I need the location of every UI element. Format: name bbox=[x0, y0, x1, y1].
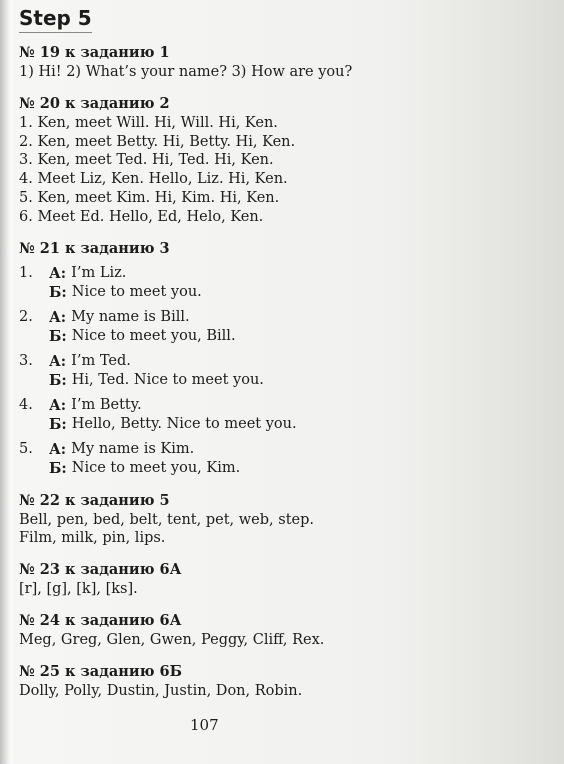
page-number: 107 bbox=[190, 716, 219, 734]
answer-line: 2. Ken, meet Betty. Hi, Betty. Hi, Ken. bbox=[19, 133, 296, 150]
speaker-b-label: Б: bbox=[49, 460, 67, 478]
dialogue-line-b bbox=[19, 327, 379, 347]
answer-line: 6. Meet Ed. Hello, Ed, Helo, Ken. bbox=[19, 208, 264, 225]
dialogue-number: 3. bbox=[19, 352, 33, 369]
answer-line: Film, milk, pin, lips. bbox=[19, 530, 166, 547]
exercise-25 bbox=[19, 662, 379, 701]
speaker-a-label: А: bbox=[49, 264, 67, 282]
answer-line: 4. Meet Liz, Ken. Hello, Liz. Hi, Ken. bbox=[19, 171, 288, 188]
dialogue-line-a bbox=[19, 352, 379, 372]
answer-line: Meg, Greg, Glen, Gwen, Peggy, Cliff, Rex. bbox=[19, 631, 325, 648]
speaker-a-text: I’m Betty. bbox=[71, 396, 142, 413]
speaker-a-text: I’m Liz. bbox=[71, 264, 127, 281]
dialogue-number: 1. bbox=[19, 264, 33, 281]
dialogue-line-a bbox=[19, 440, 379, 460]
speaker-a-label: А: bbox=[49, 352, 67, 370]
answer-line: 5. Ken, meet Kim. Hi, Kim. Hi, Ken. bbox=[19, 189, 280, 206]
step-title: Step 5 bbox=[19, 6, 92, 33]
speaker-a-text: I’m Ted. bbox=[71, 352, 131, 369]
speaker-b-text: Nice to meet you, Kim. bbox=[71, 460, 241, 477]
speaker-a-label: А: bbox=[49, 308, 67, 326]
speaker-a-label: А: bbox=[49, 396, 67, 414]
exercise-22 bbox=[19, 491, 379, 549]
answer-line: Bell, pen, bed, belt, tent, pet, web, step. bbox=[19, 511, 314, 528]
dialogue-line-a bbox=[19, 264, 379, 284]
answer-line: 3. Ken, meet Ted. Hi, Ted. Hi, Ken. bbox=[19, 152, 274, 169]
speaker-b-label: Б: bbox=[49, 372, 67, 390]
exercise-heading: № 19 к заданию 1 bbox=[19, 44, 170, 61]
exercise-19 bbox=[19, 43, 379, 82]
exercise-heading: № 21 к заданию 3 bbox=[19, 239, 170, 257]
exercise-heading: № 23 к заданию 6А bbox=[19, 561, 182, 579]
answer-line: 1) Hi! 2) What’s your name? 3) How are you? bbox=[19, 64, 353, 80]
exercise-heading: № 22 к заданию 5 bbox=[19, 491, 170, 509]
dialogue bbox=[19, 440, 379, 479]
speaker-b-text: Nice to meet you. bbox=[71, 284, 202, 301]
page-content bbox=[19, 6, 379, 701]
speaker-b-text: Hi, Ted. Nice to meet you. bbox=[71, 372, 264, 389]
answer-line: [r], [g], [k], [ks]. bbox=[19, 581, 138, 598]
dialogue-line-a bbox=[19, 308, 379, 328]
exercise-heading: № 24 к заданию 6А bbox=[19, 611, 182, 629]
speaker-b-text: Nice to meet you, Bill. bbox=[71, 328, 236, 345]
answer-line: Dolly, Polly, Dustin, Justin, Don, Robin. bbox=[19, 682, 303, 699]
page-gutter-shadow bbox=[0, 0, 10, 764]
dialogue bbox=[19, 352, 379, 391]
dialogue-number: 5. bbox=[19, 440, 33, 457]
speaker-b-label: Б: bbox=[49, 328, 67, 346]
speaker-a-label: А: bbox=[49, 440, 67, 458]
answer-line: 1. Ken, meet Will. Hi, Will. Hi, Ken. bbox=[19, 114, 278, 131]
speaker-b-label: Б: bbox=[49, 284, 67, 302]
speaker-a-text: My name is Bill. bbox=[71, 308, 190, 325]
dialogue bbox=[19, 308, 379, 347]
dialogue-line-b bbox=[19, 371, 379, 391]
speaker-b-text: Hello, Betty. Nice to meet you. bbox=[71, 416, 297, 433]
dialogue-line-b bbox=[19, 415, 379, 435]
dialogue-number: 2. bbox=[19, 308, 33, 325]
exercise-21 bbox=[19, 239, 379, 479]
dialogue-line-a bbox=[19, 396, 379, 416]
dialogue bbox=[19, 264, 379, 303]
dialogue-number: 4. bbox=[19, 396, 33, 413]
exercise-20 bbox=[19, 94, 379, 227]
dialogue-line-b bbox=[19, 283, 379, 303]
speaker-b-label: Б: bbox=[49, 416, 67, 434]
dialogue bbox=[19, 396, 379, 435]
exercise-heading: № 20 к заданию 2 bbox=[19, 94, 170, 112]
dialogue-line-b bbox=[19, 459, 379, 479]
exercise-24 bbox=[19, 611, 379, 650]
speaker-a-text: My name is Kim. bbox=[71, 440, 195, 457]
exercise-23 bbox=[19, 560, 379, 599]
exercise-heading: № 25 к заданию 6Б bbox=[19, 662, 183, 680]
